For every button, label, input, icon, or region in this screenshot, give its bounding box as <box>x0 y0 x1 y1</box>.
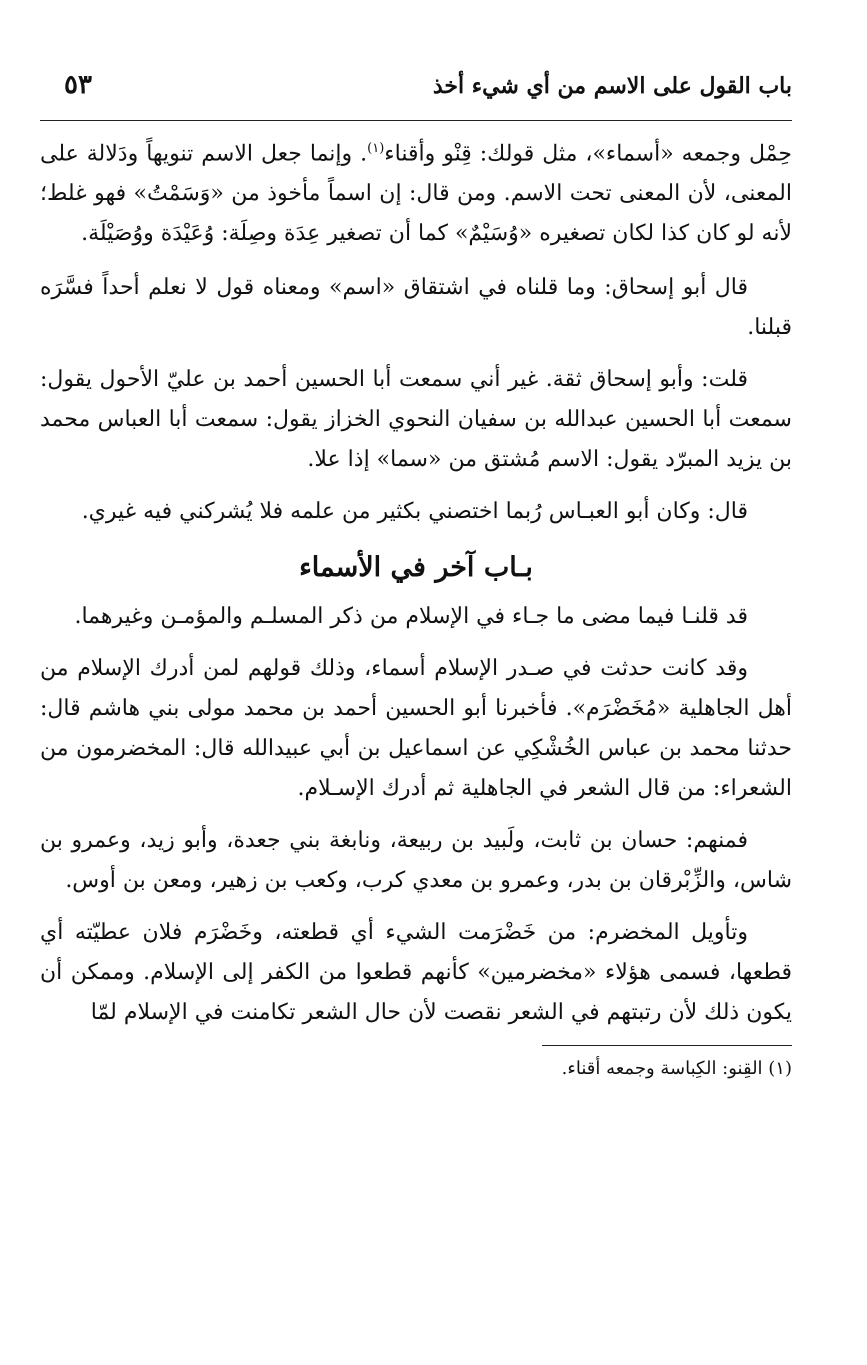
paragraph: وتأويل المخضرم: من خَضْرَمت الشيء أي قطعته، وخَضْرَم فلان عطيّته أي قطعها، فسمى هؤلاء «مخضرمين» كأنهم قطعوا من الكفر إلى الإسلام. وممكن أن يكون ذلك لأن رتبتهم في الشعر نقصت لأن حال الشعر تكامنت في الإسلام لمّا <box>40 920 792 1026</box>
section-heading: بـاب آخر في الأسماء <box>299 552 533 584</box>
footnote-divider <box>542 1045 792 1046</box>
book-page <box>40 70 792 1079</box>
paragraph-text: حِمْل وجمعه «أسماء»، مثل قولك: قِنْو وأقناء <box>384 141 792 167</box>
paragraph: فمنهم: حسان بن ثابت، ولَبيد بن ربيعة، ونابغة بني جعدة، وأبو زيد، وعمرو بن شاس، والزِّبْرقان بن بدر، وعمرو بن معدي كرب، وكعب بن زهير، ومعن بن أوس. <box>40 828 792 894</box>
header-title: باب القول على الاسم من أي شيء أخذ <box>432 73 792 99</box>
footnote-marker: (١) <box>367 141 385 156</box>
paragraph-continued <box>40 129 792 254</box>
paragraph: قلت: وأبو إسحاق ثقة. غير أني سمعت أبا الحسين أحمد بن عليّ الأحول يقول: سمعت أبا الحسين عبدالله بن سفيان النحوي الخزاز يقول: سمعت أبا العباس محمد بن يزيد المبرّد يقول: الاسم مُشتق من «سما» إذا علا. <box>40 367 792 473</box>
running-header <box>40 70 792 121</box>
footnote: (١) القِنو: الكِباسة وجمعه أقناء. <box>561 1058 792 1080</box>
page-number: ٥٣ <box>64 70 92 100</box>
page-body <box>40 129 792 1079</box>
paragraph: وقد كانت حدثت في صـدر الإسلام أسماء، وذلك قولهم لمن أدرك الإسلام من أهل الجاهلية «مُخَضْرَم». فأخبرنا أبو الحسين أحمد بن محمد مولى بني هاشم قال: حدثنا محمد بن عباس الخُشْكِي عن اسماعيل بن أبي عبيدالله قال: المخضرمون من الشعراء: من قال الشعر في الجاهلية ثم أدرك الإسـلام. <box>40 656 792 802</box>
paragraph: قال أبو إسحاق: وما قلناه في اشتقاق «اسم» ومعناه قول لا نعلم أحداً فسَّرَه قبلنا. <box>40 275 792 341</box>
paragraph: قال: وكان أبو العبـاس رُبما اختصني بكثير من علمه فلا يُشركني فيه غيري. <box>81 499 748 525</box>
paragraph: قد قلنـا فيما مضى ما جـاء في الإسلام من ذكر المسلـم والمؤمـن وغيرهما. <box>74 604 748 630</box>
paragraph-text: . وإنما جعل الاسم تنويهاً ودَلالة على المعنى، لأن المعنى تحت الاسم. ومن قال: إن اسماً مأخوذ من «وَسَمْتُ» فهو غلط؛ لأنه لو كان كذا لكان تصغيره «وُسَيْمٌ» كما أن تصغير عِدَة وصِلَة: وُعَيْدَة ووُصَيْلَة. <box>40 141 792 247</box>
